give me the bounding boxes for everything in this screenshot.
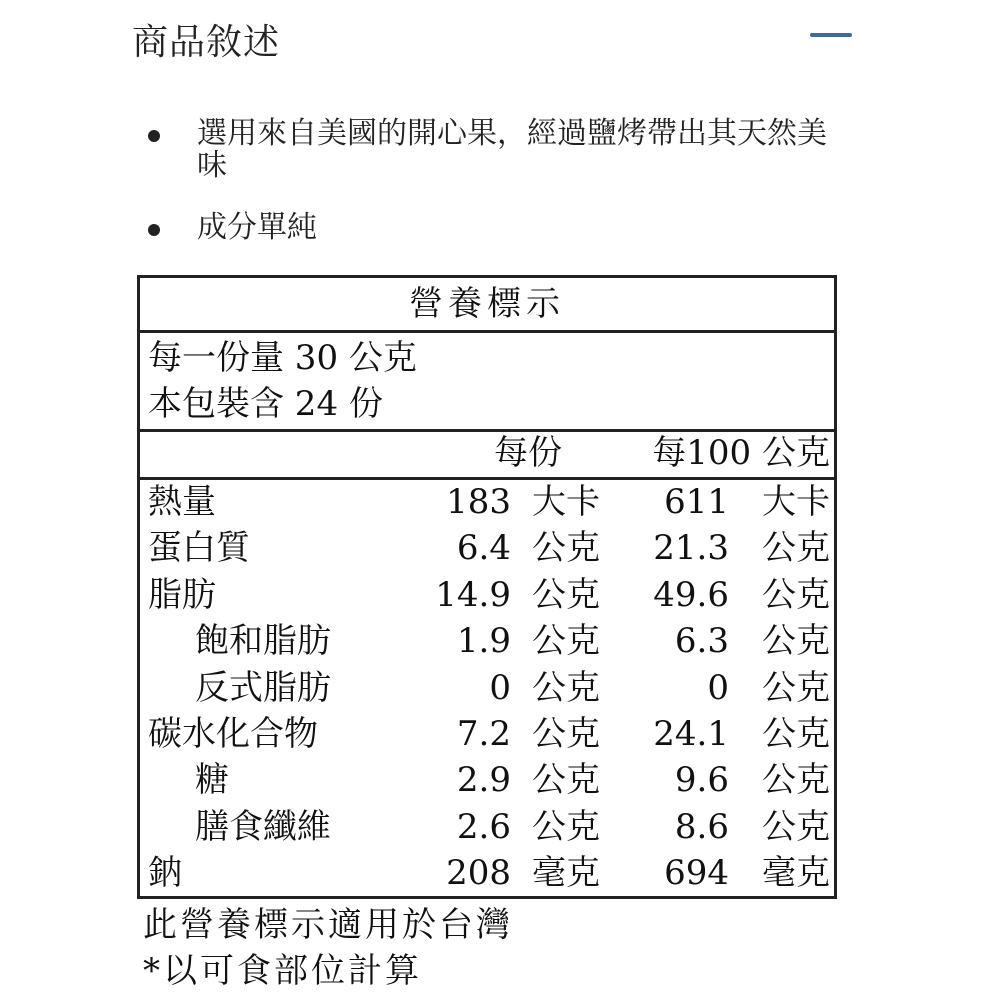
nutrient-name: 熱量	[148, 482, 216, 522]
nutrient-row	[140, 757, 834, 803]
description-list	[140, 118, 840, 244]
servings-per-pack: 本包裝含 24 份	[148, 384, 383, 424]
per-100g-unit: 公克	[762, 621, 830, 662]
per-100g-value: 6.3	[674, 621, 729, 662]
per-100g-unit: 公克	[762, 760, 830, 801]
per-serving-unit: 毫克	[532, 853, 600, 894]
collapse-toggle[interactable]	[810, 33, 852, 37]
per-serving-unit: 大卡	[532, 482, 600, 522]
label-footer	[143, 902, 513, 994]
per-serving-value: 2.6	[456, 806, 511, 847]
nutrient-row	[140, 804, 834, 850]
per-serving-value: 208	[446, 853, 511, 894]
per-100g-unit: 公克	[762, 806, 830, 847]
description-text: 成分單純	[197, 210, 317, 245]
nutrient-name: 脂肪	[148, 574, 216, 615]
per-100g-unit: 公克	[762, 528, 830, 569]
nutrient-name: 飽和脂肪	[195, 621, 331, 662]
nutrient-row	[140, 618, 834, 664]
per-100g-value: 0	[707, 667, 729, 708]
serving-size: 每一份量 30 公克	[148, 338, 417, 378]
per-100g-unit: 毫克	[762, 853, 830, 894]
nutrient-name: 反式脂肪	[195, 667, 331, 708]
section-title: 商品敘述	[132, 22, 281, 63]
list-item	[140, 118, 840, 182]
bullet-dot-icon	[148, 224, 160, 236]
per-serving-value: 1.9	[456, 621, 511, 662]
per-100g-value: 21.3	[653, 528, 729, 569]
bullet-dot-icon	[148, 130, 160, 142]
footer-note: 此營養標示適用於台灣	[143, 905, 513, 945]
per-serving-value: 7.2	[456, 713, 511, 754]
nutrient-name: 碳水化合物	[148, 713, 318, 754]
per-100g-value: 9.6	[674, 760, 729, 801]
nutrient-row	[140, 572, 834, 618]
per-100g-unit: 公克	[762, 574, 830, 615]
per-serving-value: 183	[446, 482, 511, 522]
per-serving-unit: 公克	[532, 713, 600, 754]
nutrient-row	[140, 711, 834, 757]
nutrient-row	[140, 850, 834, 896]
per-serving-unit: 公克	[532, 760, 600, 801]
serving-info	[148, 335, 417, 427]
per-serving-unit: 公克	[532, 574, 600, 615]
per-100g-value: 611	[664, 482, 729, 522]
nutrition-facts-label	[137, 275, 837, 899]
description-text: 選用來自美國的開心果，經過鹽烤帶出其天然美味	[197, 116, 827, 183]
per-serving-value: 0	[489, 667, 511, 708]
nutrient-name: 膳食纖維	[195, 806, 331, 847]
per-100g-value: 694	[664, 853, 729, 894]
per-100g-value: 24.1	[653, 713, 729, 754]
column-header-per-100g: 每100 公克	[652, 433, 830, 473]
per-serving-unit: 公克	[532, 667, 600, 708]
nutrient-name: 鈉	[148, 853, 182, 894]
nutrient-row	[140, 665, 834, 711]
per-serving-unit: 公克	[532, 806, 600, 847]
per-100g-unit: 大卡	[762, 482, 830, 522]
nutrient-row	[140, 479, 834, 525]
column-header-per-serving: 每份	[494, 433, 562, 473]
footer-note: *以可食部位計算	[143, 951, 422, 991]
per-serving-value: 6.4	[456, 528, 511, 569]
per-100g-unit: 公克	[762, 667, 830, 708]
nutrient-name: 糖	[195, 760, 229, 801]
per-100g-value: 49.6	[653, 574, 729, 615]
nutrient-name: 蛋白質	[148, 528, 250, 569]
list-item	[140, 212, 840, 244]
per-100g-value: 8.6	[674, 806, 729, 847]
nutrient-table	[140, 479, 834, 897]
nutrient-row	[140, 525, 834, 571]
per-serving-value: 2.9	[456, 760, 511, 801]
nutrition-label-title: 營養標示	[140, 278, 834, 333]
per-serving-value: 14.9	[435, 574, 511, 615]
per-serving-unit: 公克	[532, 621, 600, 662]
per-serving-unit: 公克	[532, 528, 600, 569]
per-100g-unit: 公克	[762, 713, 830, 754]
